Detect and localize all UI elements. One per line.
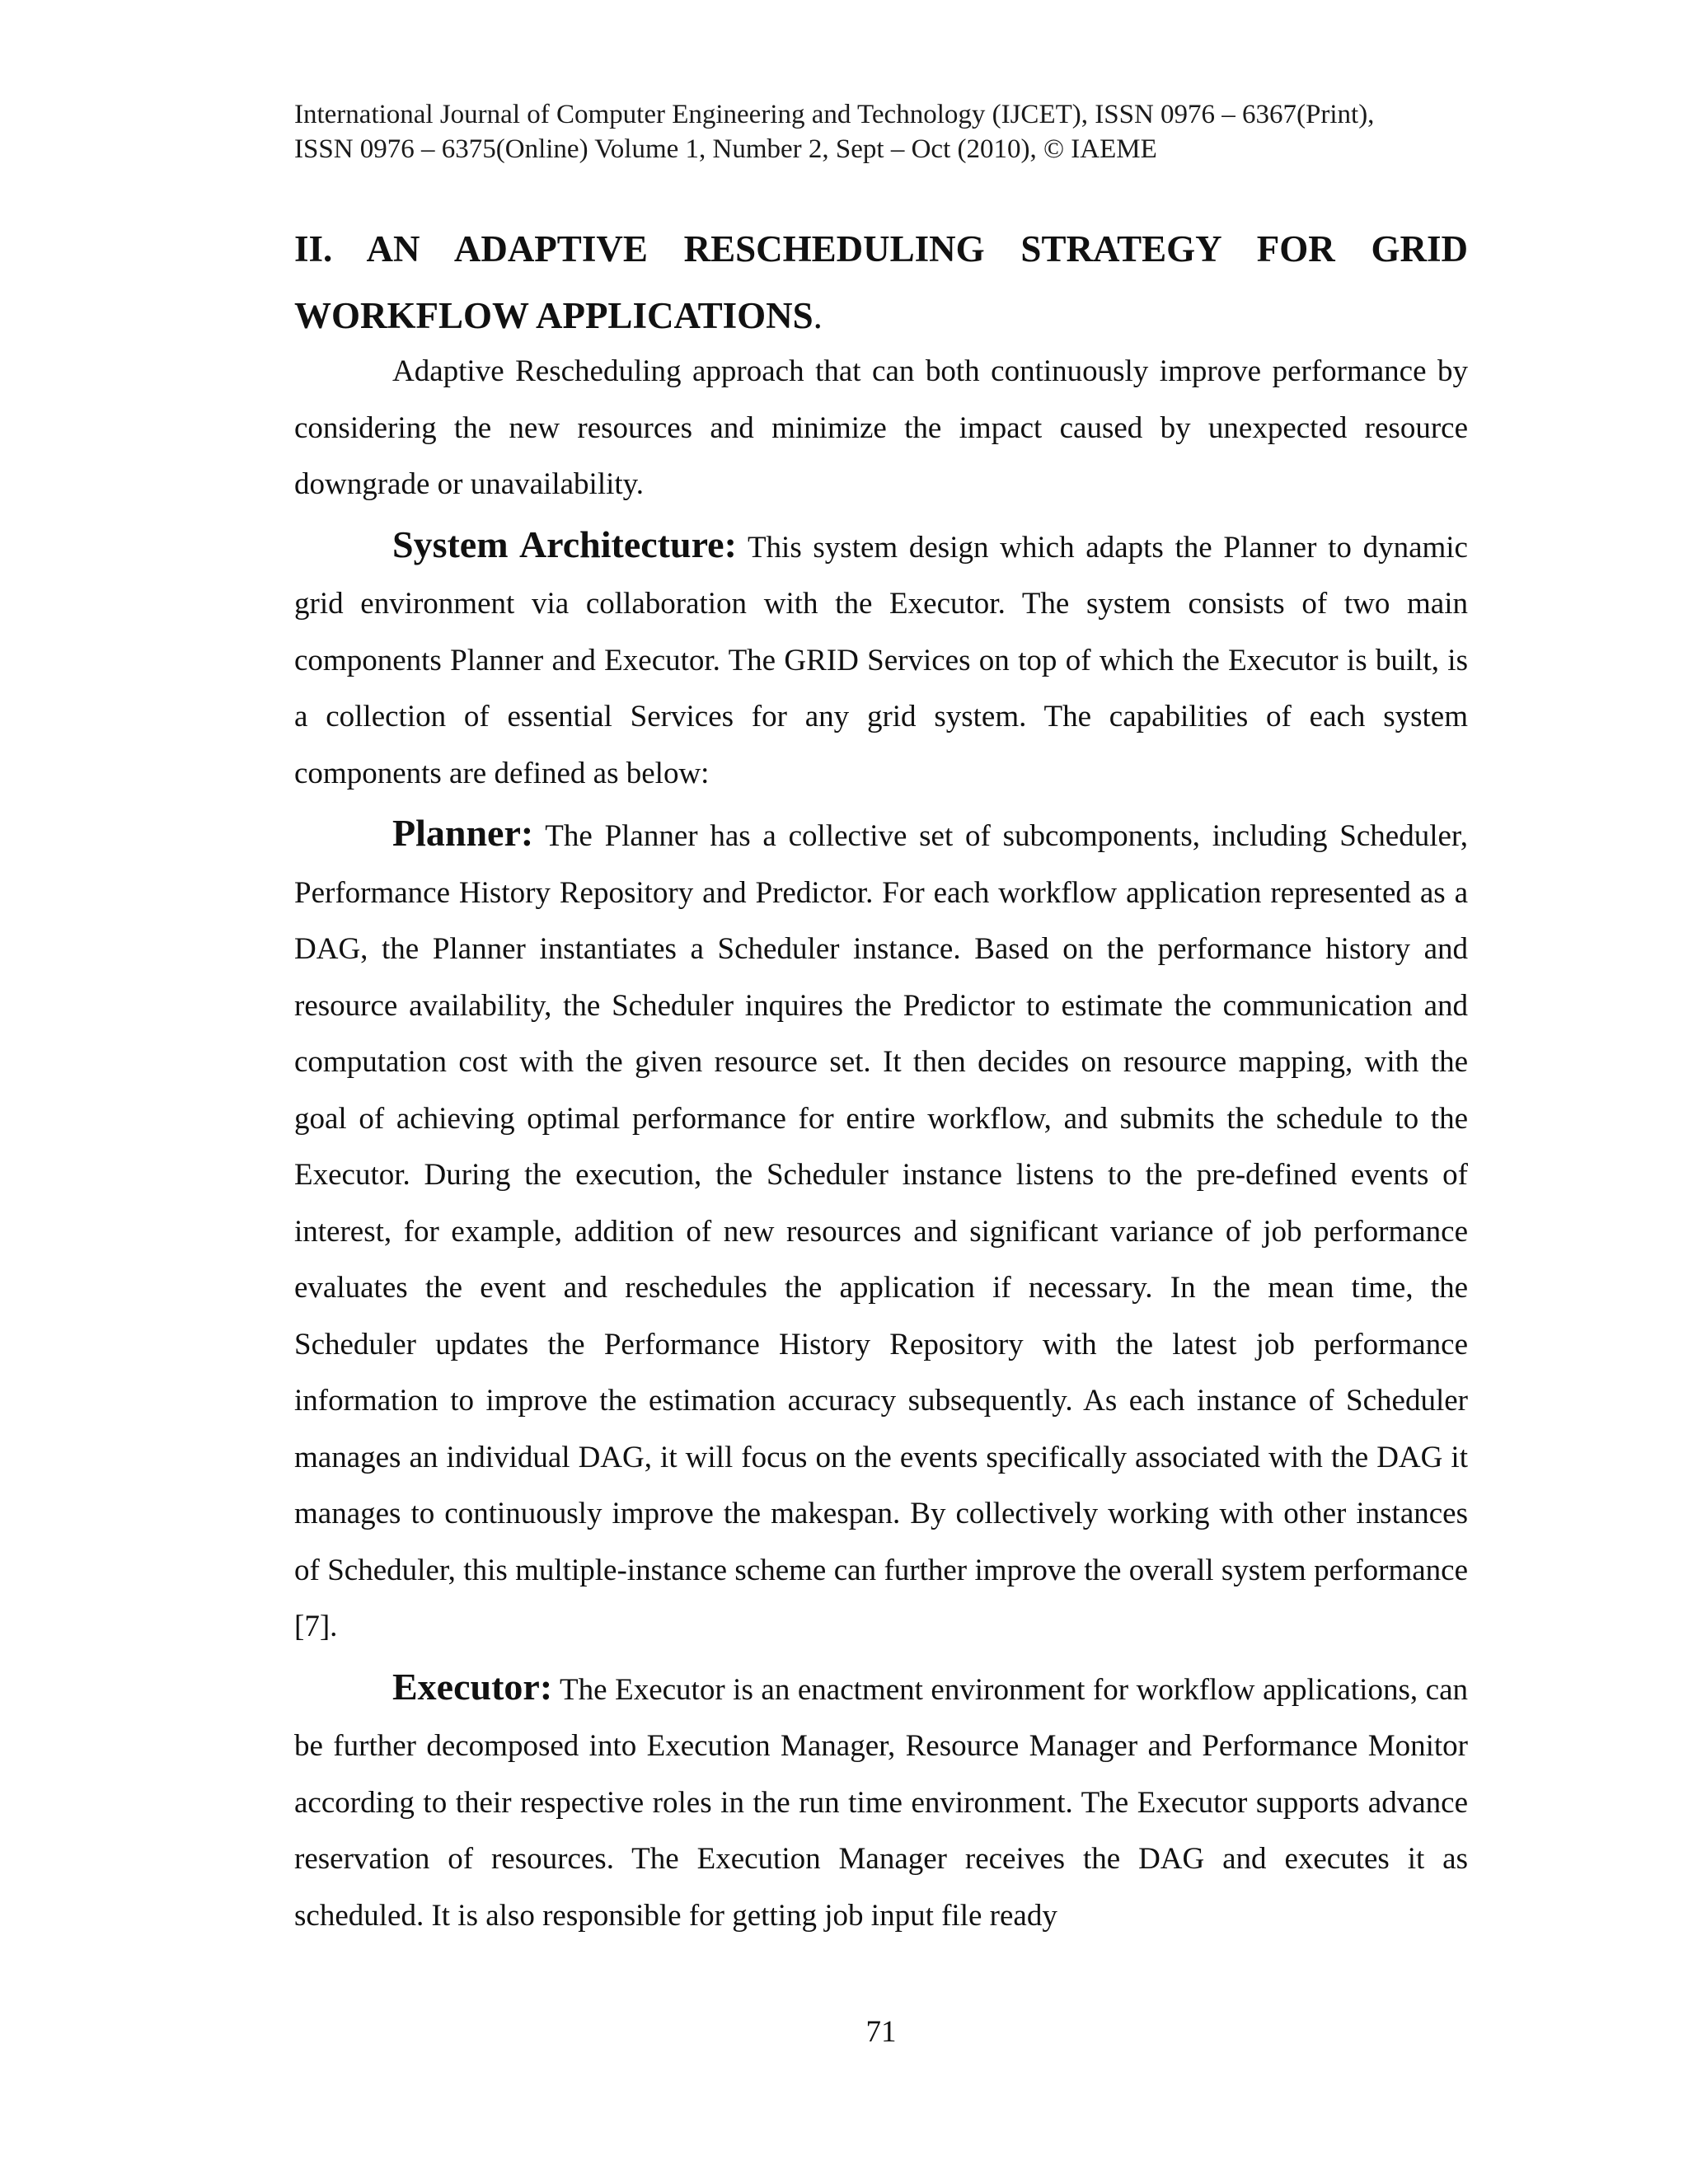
executor-paragraph [294,1659,1468,1945]
journal-header-line-1: International Journal of Computer Engineering and Technology (IJCET), ISSN 0976 – 6367(Print), [294,100,1375,129]
planner-text: The Planner has a collective set of subcomponents, including Scheduler, Performance History Repository and Predictor. For each workflow application represented as a DAG, the Planner instantiates a Scheduler instance. Based on the performance history and resource availability, the Scheduler inquires the Predictor to estimate the communication and computation cost with the given resource set. It then decides on resource mapping, with the goal of achieving optimal performance for entire workflow, and submits the schedule to the Executor. During the execution, the Scheduler instance listens to the pre-defined events of interest, for example, addition of new resources and significant variance of job performance evaluates the event and reschedules the application if necessary. In the mean time, the Scheduler updates the Performance History Repository with the latest job performance information to improve the estimation accuracy subsequently. As each instance of Scheduler manages an individual DAG, it will focus on the events specifically associated with the DAG it manages to continuously improve the makespan. By collectively working with other instances of Scheduler, this multiple-instance scheme can further improve the overall system performance [7]. [294,819,1468,1643]
planner-label: Planner: [392,812,534,854]
planner-paragraph [294,805,1468,1656]
system-architecture-label: System Architecture: [392,523,737,565]
executor-text: The Executor is an enactment environment for workflow applications, can be further decomposed into Execution Manager, Resource Manager and Performance Monitor according to their respective roles in the run time environment. The Executor supports advance reservation of resources. The Execution Manager receives the DAG and executes it as scheduled. It is also responsible for getting job input file ready [294,1672,1468,1933]
page-number: 71 [865,2015,897,2049]
section-title-period: . [813,295,823,336]
section-heading [294,216,1468,349]
journal-header [294,97,1468,166]
body-text [294,344,1468,1944]
section-title: II. AN ADAPTIVE RESCHEDULING STRATEGY FOR GRID WORKFLOW APPLICATIONS [294,228,1468,336]
journal-header-line-2: ISSN 0976 – 6375(Online) Volume 1, Number 2, Sept – Oct (2010), © IAEME [294,134,1157,164]
intro-paragraph: Adaptive Rescheduling approach that can both continuously improve performance by considering the new resources and minimize the impact caused by unexpected resource downgrade or unavailability. [294,354,1468,501]
system-architecture-text: This system design which adapts the Planner to dynamic grid environment via collaboration with the Executor. The system consists of two main components Planner and Executor. The GRID Services on top of which the Executor is built, is a collection of essential Services for any grid system. The capabilities of each system components are defined as below: [294,530,1468,790]
system-architecture-paragraph [294,517,1468,803]
paper-page [294,0,1468,2184]
executor-label: Executor: [392,1665,553,1708]
